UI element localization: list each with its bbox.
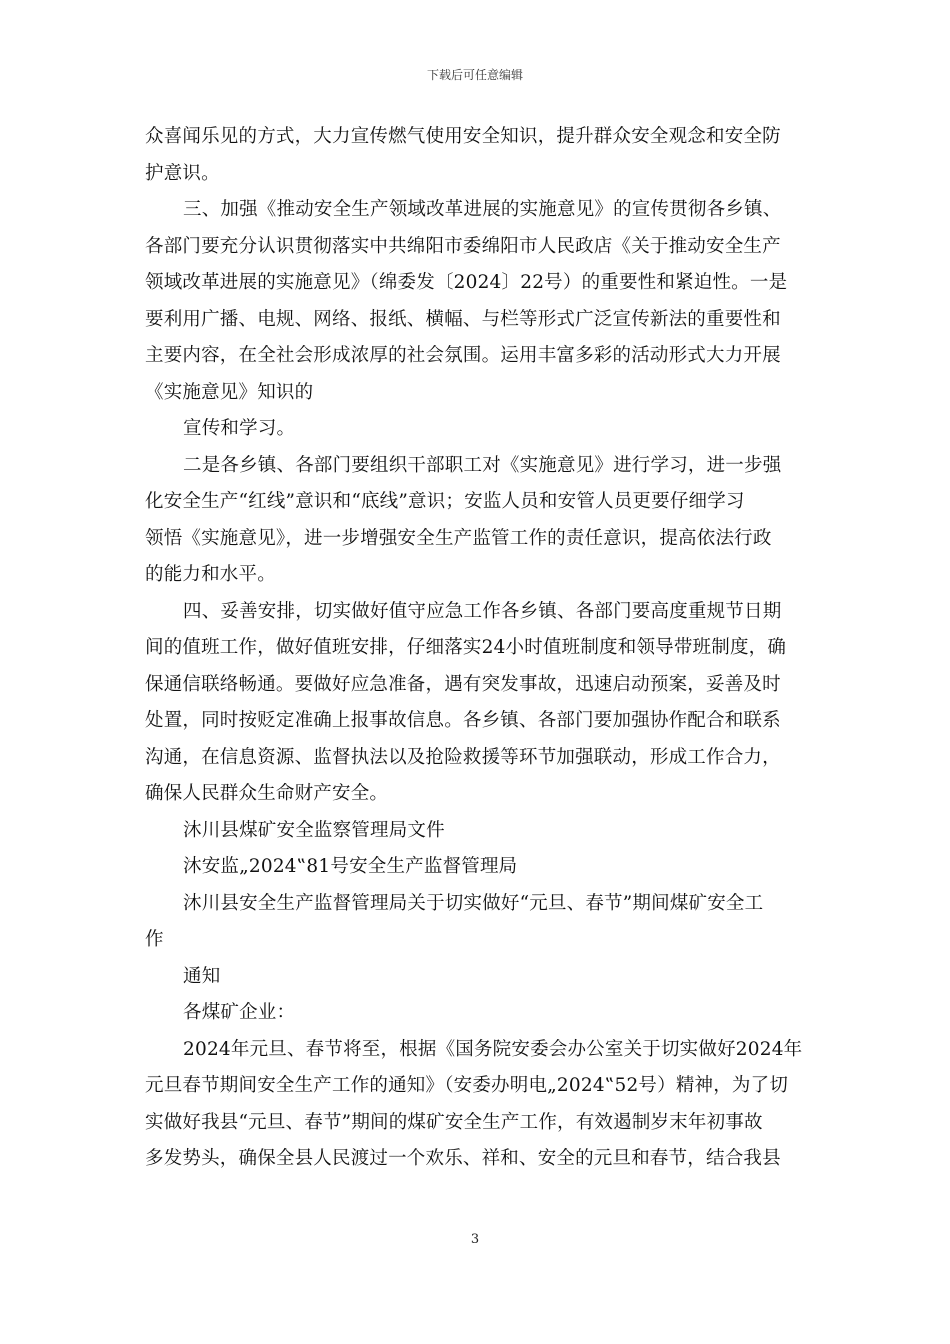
text-line: 多发势头，确保全县人民渡过一个欢乐、祥和、安全的元旦和春节，结合我县	[145, 1148, 781, 1169]
text-line: 宣传和学习。	[183, 418, 296, 439]
text-line: 众喜闻乐见的方式，大力宣传燃气使用安全知识，提升群众安全观念和安全防	[145, 126, 781, 147]
text-line: 实做好我县“元旦、春节”期间的煤矿安全生产工作，有效遏制岁末年初事故	[145, 1111, 763, 1133]
text-line: 四、妥善安排，切实做好值守应急工作各乡镇、各部门要高度重规节日期	[183, 600, 782, 622]
text-line: 沟通，在信息资源、监督执法以及抢险救援等环节加强联动，形成工作合力，	[145, 746, 781, 768]
page-number: 3	[470, 1232, 480, 1247]
document-body	[145, 119, 805, 1178]
text-line: 护意识。	[145, 162, 220, 184]
text-line: 间的值班工作，做好值班安排，仔细落实24小时值班制度和领导带班制度，确	[145, 637, 787, 658]
text-line: 《实施意见》知识的	[145, 381, 314, 403]
text-line: 化安全生产“红线”意识和“底线”意识；安监人员和安管人员更要仔细学习	[145, 491, 745, 512]
text-line: 通知	[183, 965, 221, 987]
text-line: 元旦春节期间安全生产工作的通知》（安委办明电„2024‟52号）精神，为了切	[145, 1075, 789, 1096]
text-line: 沐川县煤矿安全监察管理局文件	[183, 819, 445, 841]
text-line: 三、加强《推动安全生产领域改革进展的实施意见》的宣传贯彻各乡镇、	[183, 199, 782, 220]
text-line: 领悟《实施意见》，进一步增强安全生产监管工作的责任意识，提高依法行政	[145, 527, 772, 549]
text-line: 处置，同时按贬定准确上报事故信息。各乡镇、各部门要加强协作配合和联系	[145, 710, 781, 731]
text-line: 2024年元旦、春节将至，根据《国务院安委会办公室关于切实做好2024年	[183, 1038, 803, 1060]
text-line: 领域改革进展的实施意见》（绵委发〔2024〕22号）的重要性和紧迫性。一是	[145, 272, 788, 293]
text-line: 作	[145, 929, 164, 950]
text-line: 保通信联络畅通。要做好应急准备，遇有突发事故，迅速启动预案，妥善及时	[145, 673, 781, 695]
text-line: 的能力和水平。	[145, 564, 276, 585]
text-line: 二是各乡镇、各部门要组织干部职工对《实施意见》进行学习，进一步强	[183, 454, 782, 476]
text-line: 确保人民群众生命财产安全。	[145, 783, 389, 804]
text-line: 各煤矿企业：	[183, 1002, 296, 1023]
text-line: 要利用广播、电规、网络、报纸、横幅、与栏等形式广泛宣传新法的重要性和	[145, 308, 781, 330]
text-line: 各部门要充分认识贯彻落实中共绵阳市委绵阳市人民政店《关于推动安全生产	[145, 235, 781, 257]
text-line: 沐安监„2024‟81号安全生产监督管理局	[183, 856, 518, 877]
text-line: 主要内容，在全社会形成浓厚的社会氛围。运用丰富多彩的活动形式大力开展	[145, 345, 781, 366]
text-line: 沐川县安全生产监督管理局关于切实做好“元旦、春节”期间煤矿安全工	[183, 892, 764, 914]
header-note: 下载后可任意编辑	[426, 68, 523, 82]
